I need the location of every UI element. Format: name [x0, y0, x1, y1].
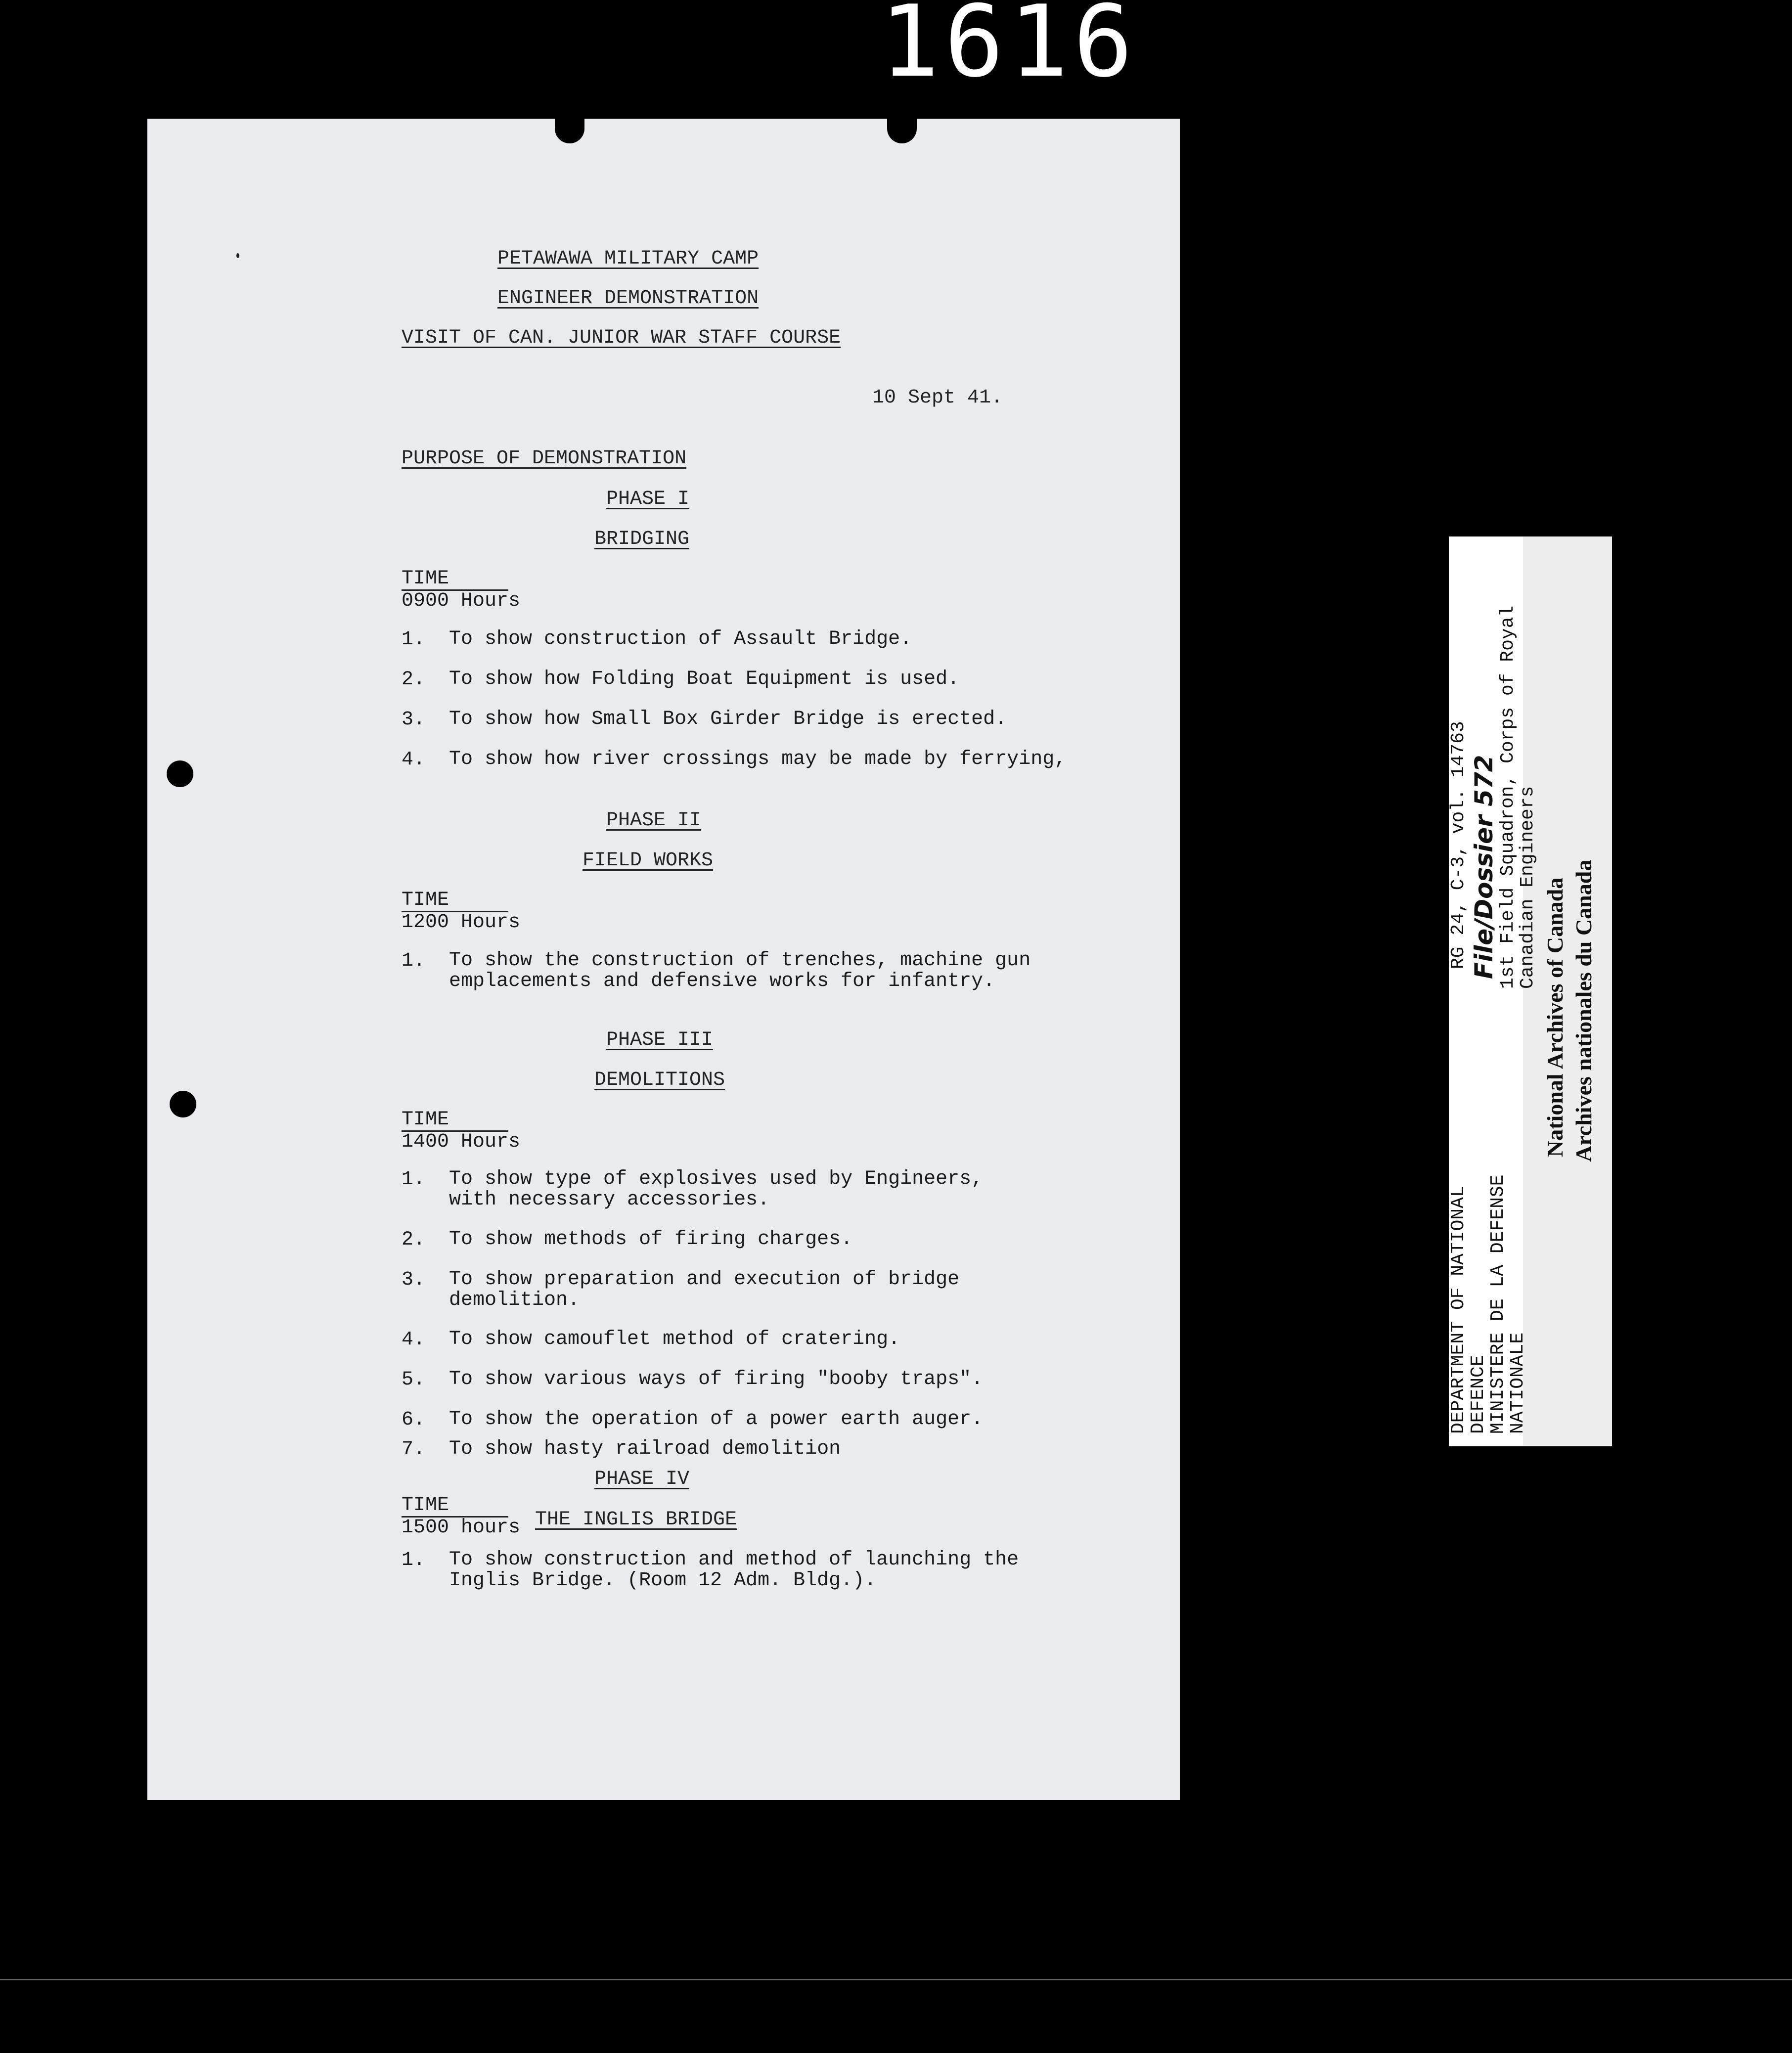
- item-number: 1.: [402, 1168, 426, 1191]
- time-value: 0900 Hours: [402, 590, 521, 612]
- ink-mark: [236, 253, 239, 258]
- item-number: 1.: [402, 1549, 426, 1571]
- purpose-heading: PURPOSE OF DEMONSTRATION: [402, 447, 687, 470]
- time-label: TIME: [402, 569, 508, 591]
- item-number: 3.: [402, 709, 426, 731]
- phase-1-time: [402, 569, 520, 612]
- phase-4-title: PHASE IV: [594, 1468, 690, 1490]
- list-item: To show type of explosives used by Engineers, with necessary accessories.: [449, 1168, 984, 1211]
- archives-name-fr: Archives nationales du Canada: [1571, 859, 1596, 1162]
- time-label: TIME: [402, 1495, 508, 1517]
- list-item: To show how Small Box Girder Bridge is erected.: [449, 708, 1007, 730]
- list-item: To show construction of Assault Bridge.: [449, 628, 912, 650]
- time-value: 1200 Hours: [402, 911, 521, 934]
- list-item: To show how river crossings may be made by ferrying,: [449, 748, 1067, 770]
- archives-name-en: National Archives of Canada: [1542, 877, 1568, 1157]
- item-number: 3.: [402, 1269, 426, 1291]
- heading-line-2: ENGINEER DEMONSTRATION: [497, 287, 759, 310]
- item-number: 2.: [402, 669, 426, 691]
- phase-3-subtitle: DEMOLITIONS: [594, 1069, 725, 1091]
- frame-number: 1616: [880, 0, 1138, 99]
- list-item: To show the operation of a power earth auger.: [449, 1408, 984, 1430]
- list-item: To show hasty railroad demolition: [449, 1438, 841, 1460]
- time-label: TIME: [402, 1110, 508, 1132]
- punch-hole: [170, 1091, 196, 1117]
- list-item: To show various ways of firing "booby traps".: [449, 1368, 984, 1390]
- film-edge-line: [0, 1979, 1792, 1980]
- time-label: TIME: [402, 890, 508, 912]
- list-item: To show methods of firing charges.: [449, 1228, 853, 1250]
- phase-2-title: PHASE II: [606, 809, 702, 832]
- item-number: 5.: [402, 1369, 426, 1391]
- archive-reference: RG 24, C-3, vol. 14763: [1448, 721, 1469, 969]
- file-number-handwritten: File/Dossier 572: [1470, 755, 1498, 979]
- item-number: 6.: [402, 1409, 426, 1431]
- phase-1-subtitle: BRIDGING: [594, 528, 690, 550]
- document-date: 10 Sept 41.: [872, 387, 1003, 409]
- list-item: To show how Folding Boat Equipment is used.: [449, 668, 960, 690]
- heading-line-3: VISIT OF CAN. JUNIOR WAR STAFF COURSE: [402, 327, 841, 349]
- list-item: To show the construction of trenches, machine gun emplacements and defensive works for infantry.: [449, 949, 1031, 992]
- item-number: 1.: [402, 950, 426, 972]
- list-item: To show preparation and execution of bridge demolition.: [449, 1268, 960, 1311]
- time-value: 1500 hours: [402, 1517, 521, 1539]
- item-number: 1.: [402, 628, 426, 651]
- list-item: To show construction and method of launching the Inglis Bridge. (Room 12 Adm. Bldg.).: [449, 1549, 1019, 1592]
- phase-4-time: [402, 1495, 520, 1538]
- phase-3-title: PHASE III: [606, 1029, 714, 1051]
- time-value: 1400 Hours: [402, 1131, 521, 1153]
- item-number: 4.: [402, 749, 426, 771]
- phase-3-time: [402, 1110, 520, 1153]
- heading-line-1: PETAWAWA MILITARY CAMP: [497, 248, 759, 270]
- punch-hole: [167, 760, 193, 787]
- phase-1-title: PHASE I: [606, 488, 690, 510]
- item-number: 7.: [402, 1438, 426, 1461]
- unit-name: 1st Field Squadron, Corps of Royal Canadian Engineers: [1497, 605, 1538, 989]
- phase-2-time: [402, 890, 520, 933]
- department-text: DEPARTMENT OF NATIONAL DEFENCE MINISTERE DE LA DEFENSE NATIONALE: [1448, 1174, 1528, 1434]
- list-item: To show camouflet method of cratering.: [449, 1328, 900, 1350]
- item-number: 2.: [402, 1229, 426, 1251]
- phase-2-subtitle: FIELD WORKS: [582, 849, 714, 872]
- item-number: 4.: [402, 1329, 426, 1351]
- phase-4-subtitle: THE INGLIS BRIDGE: [535, 1509, 737, 1531]
